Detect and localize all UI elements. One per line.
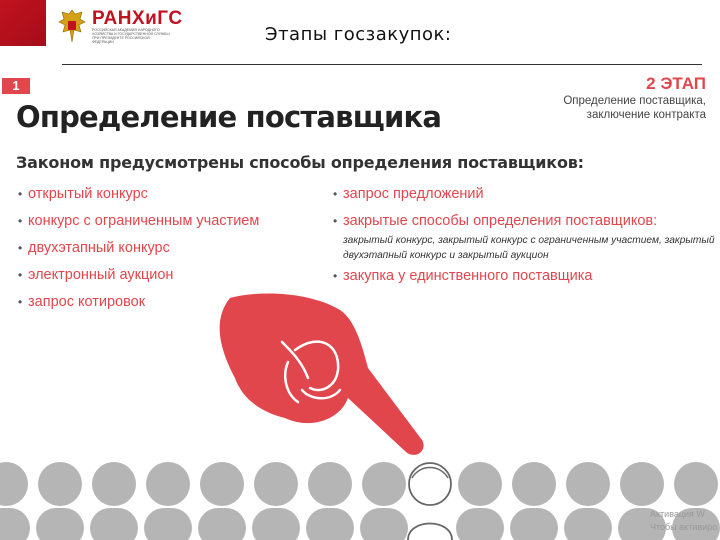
logo-subtitle: РОССИЙСКАЯ АКАДЕМИЯ НАРОДНОГО ХОЗЯЙСТВА И ГОСУДАРСТВЕННОЙ СЛУЖБЫ ПРИ ПРЕЗИДЕНТЕ РОССИЙСКОЙ ФЕДЕРАЦИИ — [92, 27, 170, 44]
logo-name: РАНХиГС — [92, 7, 183, 29]
person-icon — [306, 462, 354, 540]
methods-list-right — [333, 184, 720, 293]
list-item: • двухэтапный конкурс — [18, 238, 259, 265]
person-icon — [456, 462, 504, 540]
next-step-description: Определение поставщика, заключение контракта — [563, 95, 706, 121]
person-icon — [510, 462, 558, 540]
list-item: • запрос предложений — [333, 184, 720, 211]
person-icon — [144, 462, 192, 540]
person-icon — [198, 462, 246, 540]
person-icon — [0, 462, 30, 540]
list-item-closed-methods — [333, 211, 720, 266]
list-item: • закупка у единственного поставщика — [333, 266, 720, 293]
next-step-title: 2 ЭТАП — [646, 74, 706, 93]
ranepa-logo — [58, 8, 183, 44]
closed-methods-label: закрытые способы определения поставщиков: — [343, 213, 658, 229]
list-item: • электронный аукцион — [18, 265, 259, 292]
intro-text: Законом предусмотрены способы определения поставщиков: — [16, 153, 584, 172]
closed-methods-note: закрытый конкурс, закрытый конкурс с ограниченным участием, закрытый двухэтапный конкурс и закрытый аукцион — [343, 235, 715, 261]
next-step-block — [536, 74, 706, 122]
person-icon — [360, 462, 408, 540]
list-item: • открытый конкурс — [18, 184, 259, 211]
activation-watermark — [650, 508, 717, 534]
watermark-line: Чтобы активиро — [650, 522, 718, 532]
person-icon — [252, 462, 300, 540]
pointing-hand-icon — [190, 290, 450, 465]
person-icon — [90, 462, 138, 540]
slide-title: Этапы госзакупок: — [265, 24, 452, 45]
chosen-person-icon — [408, 463, 452, 540]
person-icon — [36, 462, 84, 540]
list-item: • конкурс с ограниченным участием — [18, 211, 259, 238]
watermark-line: Активация W — [650, 509, 705, 519]
person-icon — [564, 462, 612, 540]
header-divider — [62, 64, 702, 65]
header-red-block — [0, 0, 46, 46]
people-crowd — [0, 458, 720, 540]
step-heading: Определение поставщика — [16, 100, 442, 134]
list-item: • запрос котировок — [18, 292, 259, 319]
eagle-emblem-icon — [58, 8, 86, 44]
step-number-badge: 1 — [2, 78, 30, 94]
